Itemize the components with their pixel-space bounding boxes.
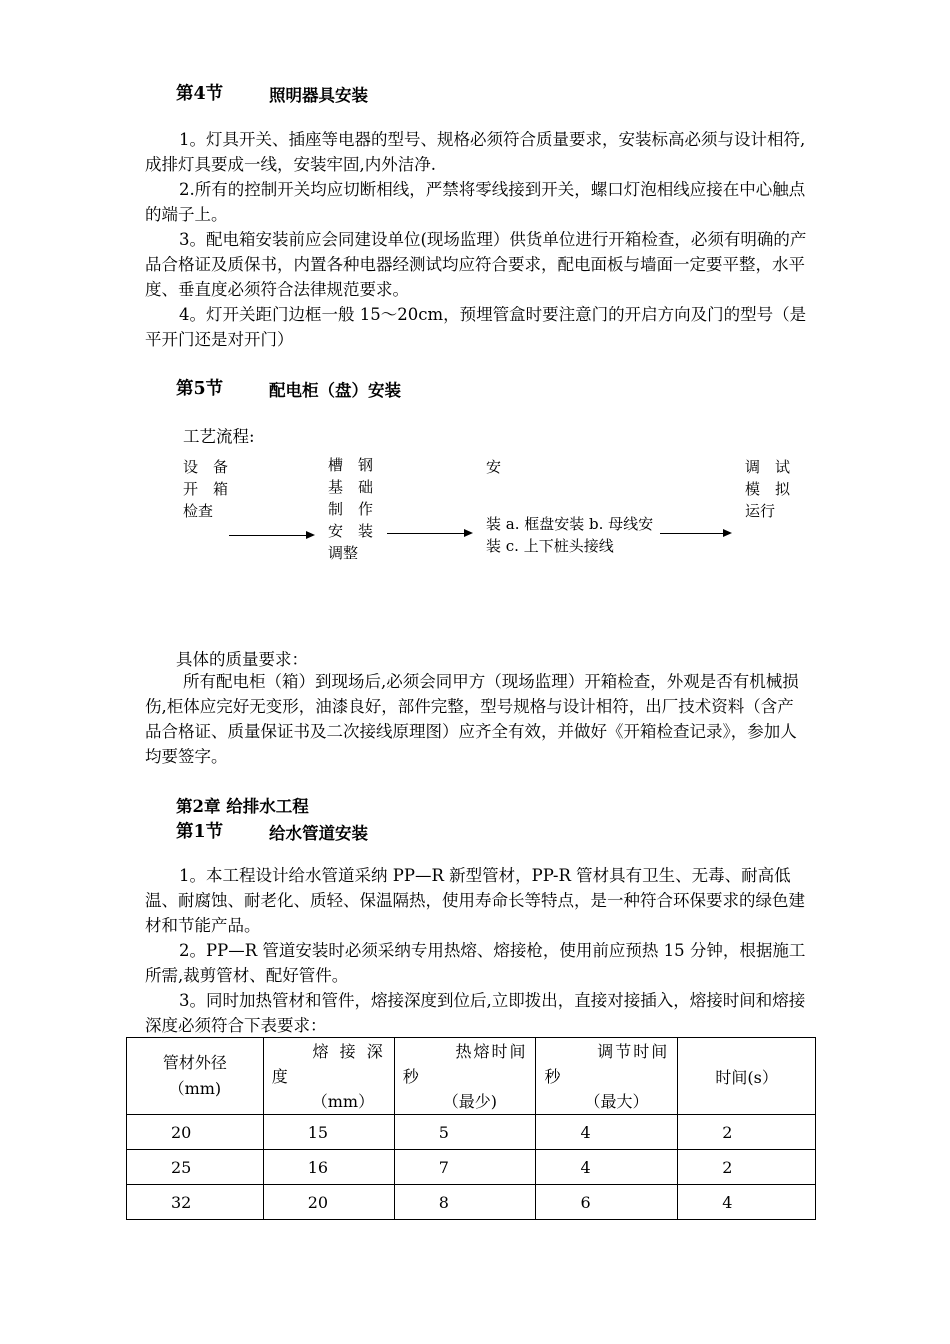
table-cell: 2 [678, 1150, 816, 1185]
section-title: 照明器具安装 [269, 86, 368, 105]
quality-label: 具体的质量要求： [176, 650, 308, 669]
section-title: 配电柜（盘）安装 [269, 381, 401, 400]
table-cell: 20 [127, 1115, 264, 1150]
table-cell: 20 [263, 1185, 394, 1220]
paragraph: 2。PP—R 管道安装时必须采纳专用热熔、熔接枪，使用前应预热 15 分钟，根据施工所需,裁剪管材、配好管件。 [145, 941, 806, 985]
paragraph: 1。本工程设计给水管道采纳 PP—R 新型管材，PP-R 管材具有卫生、无毒、耐高低温、耐腐蚀、耐老化、质轻、保温隔热，使用寿命长等特点，是一种符合环保要求的绿色建材和节能产品。 [145, 866, 805, 935]
table-cell: 6 [536, 1185, 678, 1220]
table-header-cell: 时间(s） [678, 1038, 816, 1115]
table-header-cell: 热熔时间 秒 （最少) [394, 1038, 536, 1115]
flow-arrow [387, 533, 471, 534]
table-cell: 16 [263, 1150, 394, 1185]
paragraph: 2.所有的控制开关均应切断相线，严禁将零线接到开关，螺口灯泡相线应接在中心触点的端子上。 [145, 180, 806, 224]
section-number: 第1节 [176, 822, 224, 842]
table-cell: 8 [394, 1185, 536, 1220]
flow-step-unpack: 设 备 开 箱 检查 [183, 458, 229, 520]
paragraph: 4。灯开关距门边框一般 15～20cm，预埋管盒时要注意门的开启方向及门的型号（是平开门还是对开门） [145, 305, 807, 349]
paragraph: 所有配电柜（箱）到现场后,必须会同甲方（现场监理）开箱检查，外观是否有机械损伤,柜体应完好无变形，油漆良好，部件完整，型号规格与设计相符，出厂技术资料（含产品合格证、质量保证书及二次接线原理图）应齐全有效，并做好《开箱检查记录》，参加人均要签字。 [145, 672, 799, 766]
chapter-title: 第2章 给排水工程 [176, 797, 309, 816]
flow-step-test: 调 试 模 拟 运行 [745, 458, 791, 520]
table-header-row [127, 1038, 816, 1115]
flow-arrow [660, 533, 730, 534]
flow-step-install-head: 安 [486, 458, 502, 476]
flow-arrow [229, 535, 313, 536]
paragraph: 3。同时加热管材和管件，熔接深度到位后,立即拨出，直接对接插入，熔接时间和熔接深度必须符合下表要求： [145, 991, 806, 1035]
table-cell: 7 [394, 1150, 536, 1185]
table-header-cell: 管材外径 （mm) [127, 1038, 264, 1115]
table-header-cell: 调节时间 秒 （最大） [536, 1038, 678, 1115]
paragraph: 3。配电箱安装前应会同建设单位(现场监理）供货单位进行开箱检查，必须有明确的产品合格证及质保书，内置各种电器经测试均应符合要求，配电面板与墙面一定要平整，水平度、垂直度必须符合法律规范要求。 [145, 230, 807, 299]
table-header-cell: 熔 接 深 度 （mm） [263, 1038, 394, 1115]
table-row [127, 1115, 816, 1150]
fusion-table [126, 1037, 816, 1220]
table-cell: 4 [536, 1150, 678, 1185]
table-cell: 4 [678, 1185, 816, 1220]
table-cell: 25 [127, 1150, 264, 1185]
table-row [127, 1185, 816, 1220]
flow-step-foundation: 槽 钢 基 础 制 作 安 装 调整 [328, 456, 374, 562]
table-cell: 15 [263, 1115, 394, 1150]
table-row [127, 1150, 816, 1185]
flow-label: 工艺流程: [183, 427, 255, 446]
table-cell: 5 [394, 1115, 536, 1150]
paragraph: 1。灯具开关、插座等电器的型号、规格必须符合质量要求，安装标高必须与设计相符,成排灯具要成一线，安装牢固,内外洁净. [145, 130, 806, 174]
section-number: 第5节 [176, 379, 224, 399]
flow-step-install: 装 a. 框盘安装 b. 母线安 装 c. 上下桩头接线 [486, 515, 654, 555]
table-cell: 2 [678, 1115, 816, 1150]
table-cell: 32 [127, 1185, 264, 1220]
table-cell: 4 [536, 1115, 678, 1150]
section-number: 第4节 [176, 84, 224, 104]
section-title: 给水管道安装 [269, 824, 368, 843]
